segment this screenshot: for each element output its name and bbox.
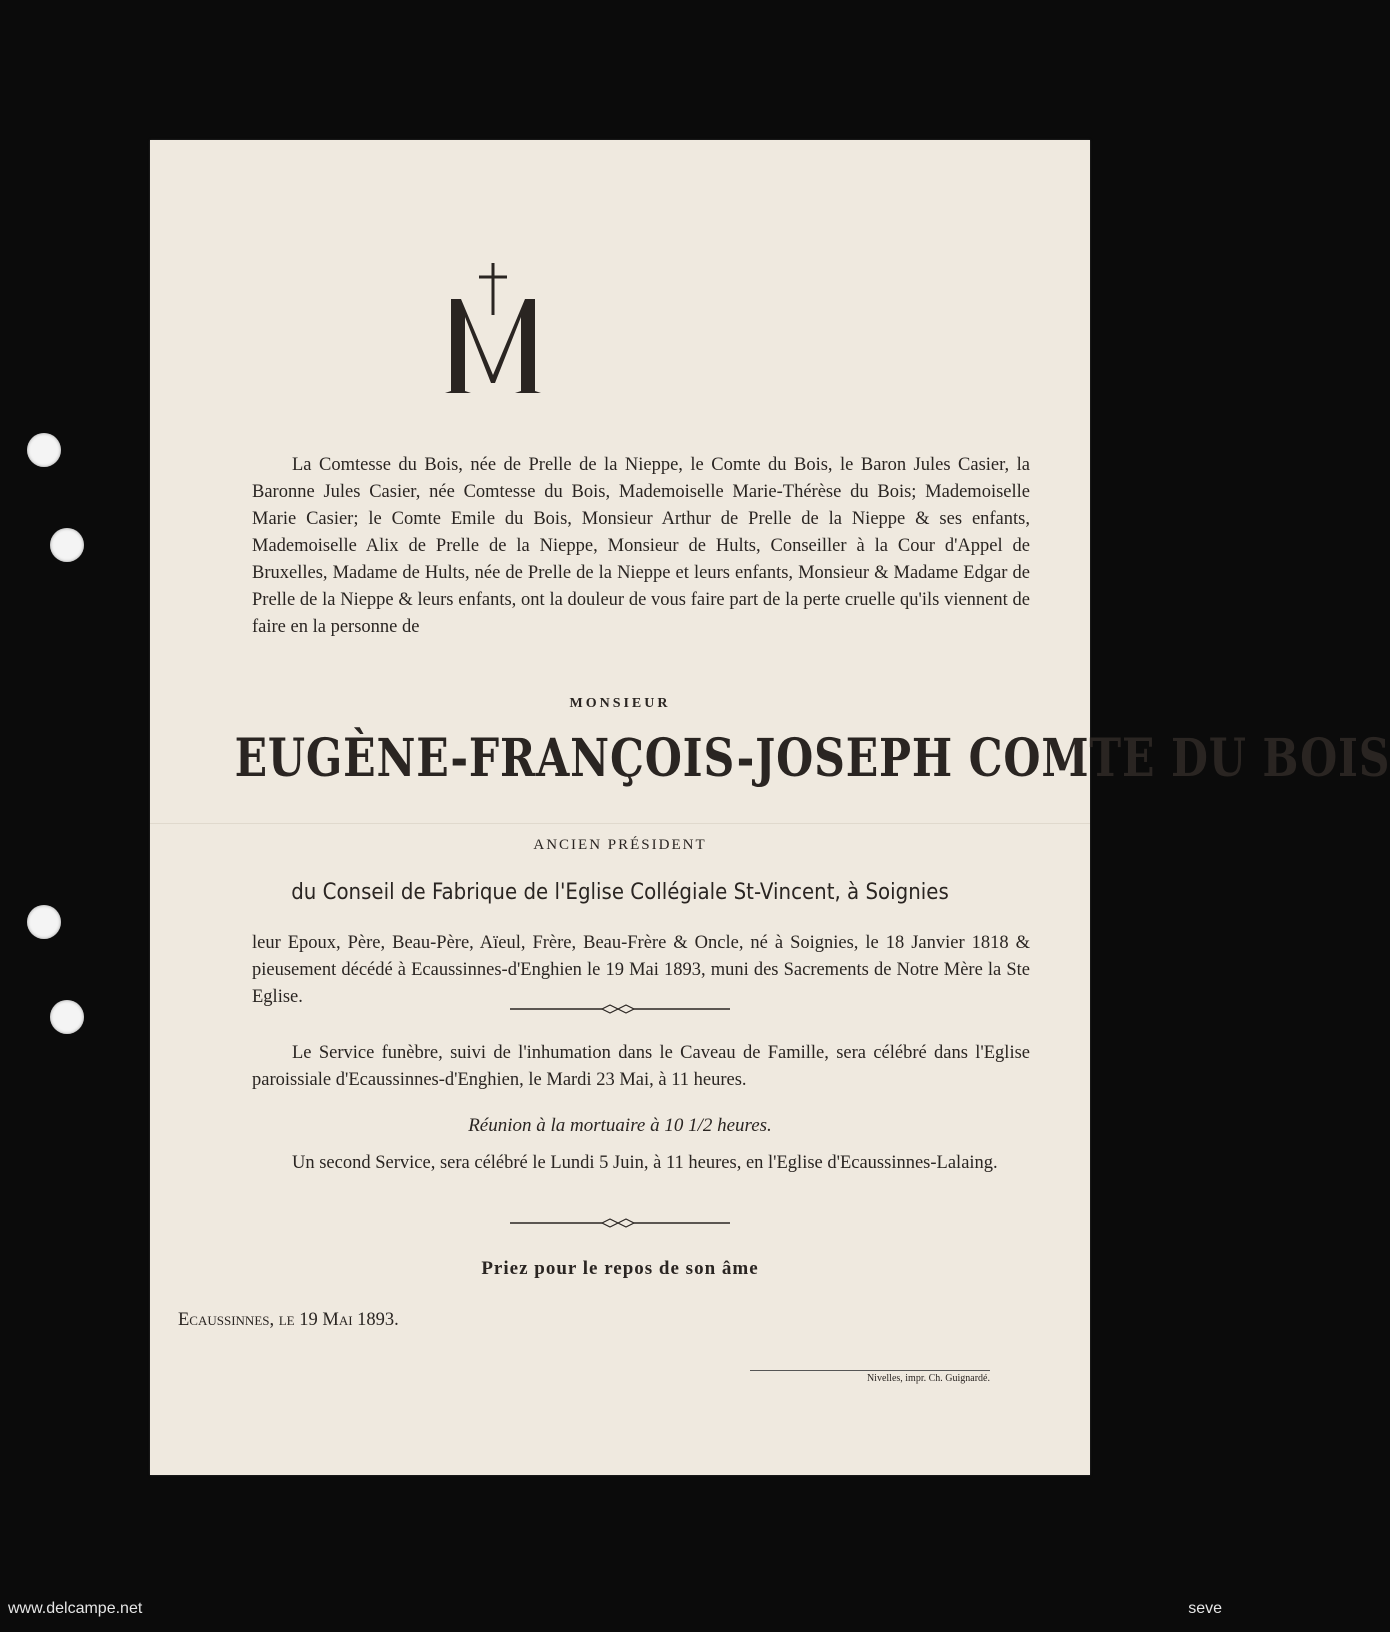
divider-ornament-icon bbox=[510, 1216, 730, 1230]
deceased-name: EUGÈNE-FRANÇOIS-JOSEPH COMTE DU BOIS bbox=[234, 728, 1390, 789]
honorific: MONSIEUR bbox=[569, 696, 671, 711]
paper-fold bbox=[150, 823, 1090, 825]
reunion-line: Réunion à la mortuaire à 10 1/2 heures. bbox=[468, 1115, 772, 1136]
second-service-paragraph: Un second Service, sera célébré le Lundi 5 Juin, à 11 heures, en l'Eglise d'Ecaussinnes-Lalaing. bbox=[292, 1153, 998, 1173]
binder-hole bbox=[50, 528, 84, 562]
watermark-source: www.delcampe.net bbox=[8, 1600, 143, 1617]
cross-monogram-icon bbox=[443, 263, 543, 398]
prayer-line: Priez pour le repos de son âme bbox=[481, 1258, 759, 1279]
binder-hole bbox=[27, 905, 61, 939]
binder-hole bbox=[27, 433, 61, 467]
place-date: Ecaussinnes, le 19 Mai 1893. bbox=[178, 1310, 399, 1330]
bio-paragraph: leur Epoux, Père, Beau-Père, Aïeul, Frère, Beau-Frère & Oncle, né à Soignies, le 18 Janvier 1818 & pieusement décédé à Ecaussinnes-d'Enghien le 19 Mai 1893, muni des Sacrements de Notre Mère la Ste Eglise. bbox=[252, 933, 1030, 1007]
printer-imprint: Nivelles, impr. Ch. Guignardé. bbox=[750, 1370, 990, 1384]
service-paragraph: Le Service funèbre, suivi de l'inhumation dans le Caveau de Famille, sera célébré dans l'Eglise paroissiale d'Ecaussinnes-d'Enghien, le Mardi 23 Mai, à 11 heures. bbox=[252, 1043, 1030, 1090]
deceased-title: ANCIEN PRÉSIDENT bbox=[533, 837, 707, 853]
intro-paragraph: La Comtesse du Bois, née de Prelle de la Nieppe, le Comte du Bois, le Baron Jules Casier, la Baronne Jules Casier, née Comtesse du Bois, Mademoiselle Marie-Thérèse du Bois; Mademoiselle Marie Casier; le Comte Emile du Bois, Monsieur Arthur de Prelle de la Nieppe & ses enfants, Mademoiselle Alix de Prelle de la Nieppe, Monsieur de Hults, Conseiller à la Cour d'Appel de Bruxelles, Madame de Hults, née de Prelle de la Nieppe et leurs enfants, Monsieur & Madame Edgar de Prelle de la Nieppe & leurs enfants, ont la douleur de vous faire part de la perte cruelle qu'ils viennent de faire en la personne de bbox=[252, 455, 1030, 637]
watermark-seller: seve bbox=[1188, 1600, 1222, 1617]
binder-hole bbox=[50, 1000, 84, 1034]
divider-ornament-icon bbox=[510, 1002, 730, 1016]
deceased-role: du Conseil de Fabrique de l'Eglise Collégiale St-Vincent, à Soignies bbox=[291, 880, 949, 905]
death-notice-paper bbox=[150, 140, 1390, 1475]
